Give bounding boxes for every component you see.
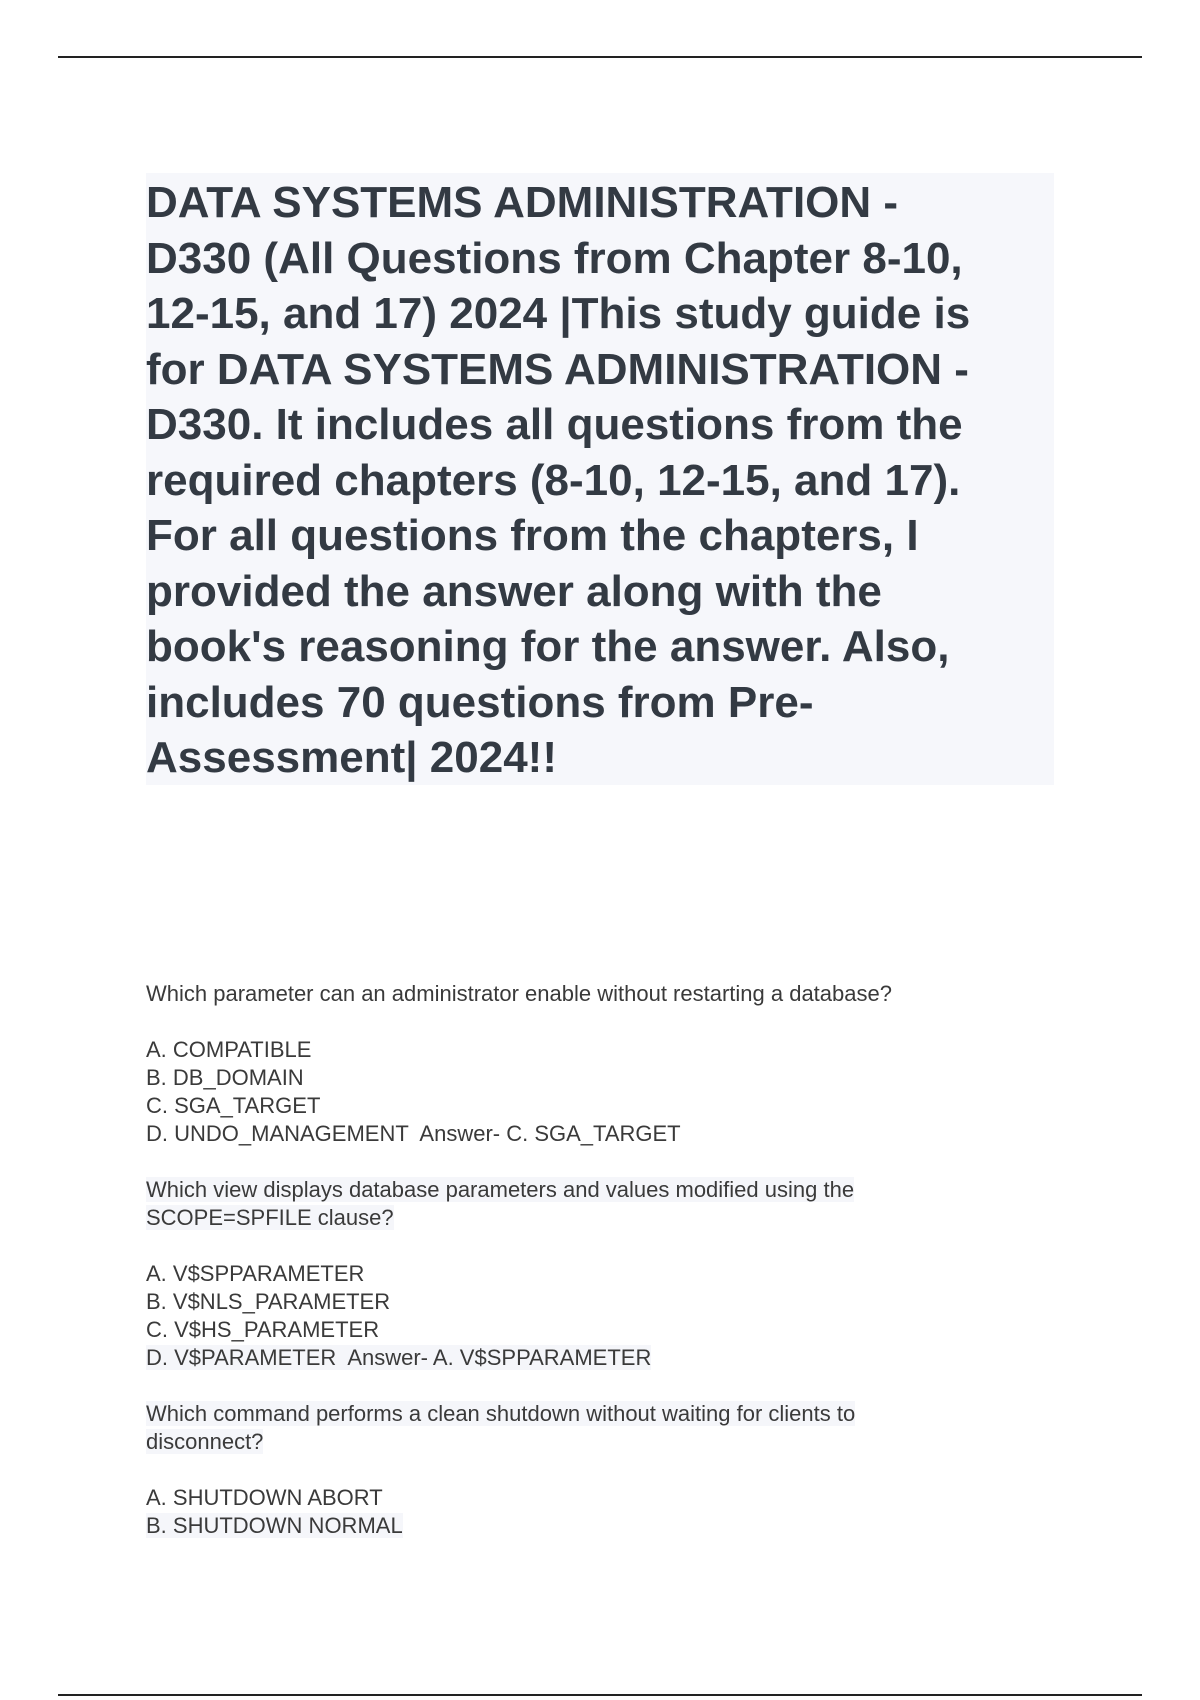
- question-3: [146, 1400, 1076, 1540]
- question-text: [146, 1400, 1076, 1456]
- top-divider: [58, 56, 1142, 58]
- title-line: For all questions from the chapters, I: [146, 511, 919, 560]
- option-c: C. SGA_TARGET: [146, 1093, 321, 1118]
- option-a: A. COMPATIBLE: [146, 1037, 312, 1062]
- option-d: D. UNDO_MANAGEMENT: [146, 1121, 409, 1146]
- option-a: A. SHUTDOWN ABORT: [146, 1485, 383, 1510]
- title-line: D330 (All Questions from Chapter 8-10,: [146, 233, 963, 283]
- title-line: D330. It includes all questions from the: [146, 400, 963, 449]
- option-d-with-answer: [146, 1344, 1076, 1372]
- option-b: B. DB_DOMAIN: [146, 1065, 304, 1090]
- answer-text: Answer- A. V$SPPARAMETER: [347, 1345, 652, 1370]
- option-b: B. V$NLS_PARAMETER: [146, 1289, 391, 1314]
- option-b-text: B. SHUTDOWN NORMAL: [146, 1513, 403, 1538]
- title-line: required chapters (8-10, 12-15, and 17).: [146, 455, 961, 505]
- answer-options: [146, 1484, 1076, 1540]
- option-b: [146, 1512, 1076, 1540]
- option-a: A. V$SPPARAMETER: [146, 1261, 365, 1286]
- answer-options: [146, 1260, 1076, 1372]
- title-line: DATA SYSTEMS ADMINISTRATION -: [146, 178, 899, 227]
- question-2: [146, 1176, 1076, 1372]
- option-d-with-answer: [146, 1120, 1076, 1148]
- question-line: disconnect?: [146, 1429, 264, 1454]
- bottom-divider: [58, 1694, 1142, 1696]
- question-line: Which parameter can an administrator enable without restarting a database?: [146, 981, 892, 1006]
- question-text: [146, 980, 1076, 1008]
- answer-text: Answer- C. SGA_TARGET: [419, 1121, 681, 1146]
- title-line: Assessment| 2024!!: [146, 733, 557, 782]
- title-line: book's reasoning for the answer. Also,: [146, 622, 950, 671]
- question-line: Which view displays database parameters and values modified using the: [146, 1177, 855, 1202]
- title-line: 12-15, and 17) 2024 |This study guide is: [146, 289, 971, 338]
- question-1: [146, 980, 1076, 1148]
- question-line: Which command performs a clean shutdown without waiting for clients to: [146, 1401, 856, 1426]
- option-c: C. V$HS_PARAMETER: [146, 1317, 380, 1342]
- document-title-block: [146, 173, 1054, 785]
- title-line: includes 70 questions from Pre-: [146, 677, 814, 727]
- title-line: for DATA SYSTEMS ADMINISTRATION -: [146, 344, 969, 394]
- title-line: provided the answer along with the: [146, 566, 882, 616]
- option-d: D. V$PARAMETER: [146, 1345, 337, 1370]
- questions-section: [146, 980, 1076, 1568]
- question-line: SCOPE=SPFILE clause?: [146, 1205, 394, 1230]
- document-title: [146, 173, 1054, 786]
- answer-options: [146, 1036, 1076, 1148]
- question-text: [146, 1176, 1076, 1232]
